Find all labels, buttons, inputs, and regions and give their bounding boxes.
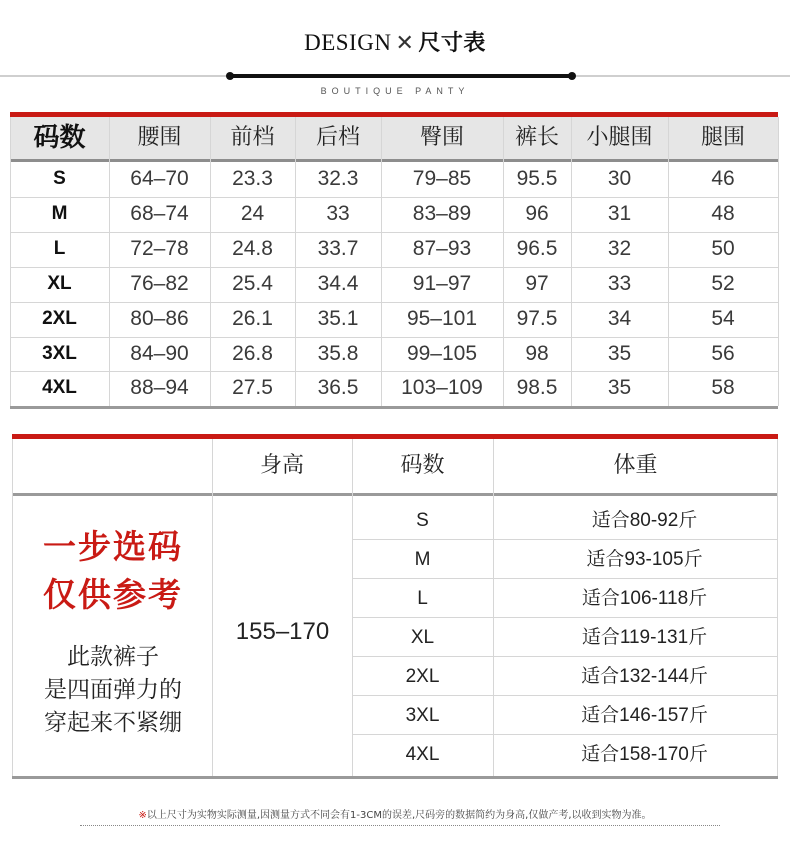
title-english: DESIGN [304, 30, 392, 55]
fit-header-height: 身高 [259, 453, 304, 478]
title-separator: ✕ [395, 31, 415, 56]
size-label: 4XL [42, 377, 77, 398]
measurement-cell: 96 [525, 202, 549, 225]
fit-header-size: 码数 [400, 453, 445, 478]
measurement-cell: 68–74 [130, 202, 189, 225]
fit-size-cell: M [414, 549, 431, 570]
measurement-cell: 34.4 [317, 272, 359, 295]
fit-size-cell: 3XL [405, 705, 440, 726]
measurement-cell: 33.7 [317, 237, 359, 260]
measurement-cell: 23.3 [232, 167, 273, 190]
size-label: 3XL [42, 343, 77, 364]
measurement-cell: 35.8 [317, 342, 359, 365]
measurement-cell: 33 [326, 202, 350, 225]
size-table-header-cell: 后档 [315, 125, 360, 150]
measurement-cell: 76–82 [130, 272, 189, 295]
measurement-cell: 52 [711, 272, 735, 295]
fit-table-header-line [12, 493, 778, 496]
fit-weight-cell: 适合119-131斤 [581, 627, 708, 648]
measurement-cell: 50 [711, 237, 735, 260]
fabric-note-line: 是四面弹力的 [44, 677, 182, 703]
measurement-cell: 99–105 [406, 342, 478, 365]
fit-weight-cell: 适合93-105斤 [586, 549, 703, 570]
measurement-cell: 87–93 [412, 237, 472, 260]
measurement-cell: 24.8 [232, 237, 273, 260]
measurement-cell: 56 [711, 342, 735, 365]
footnote-text: 以上尺寸为实物实际测量,因测量方式不同会有1-3CM的误差,尺码旁的数据简约为身高,仅做产考,以收到实物为准。 [146, 810, 652, 821]
measurement-cell: 35 [607, 342, 632, 365]
measurement-cell: 33 [607, 272, 632, 295]
measurement-cell: 80–86 [130, 307, 189, 330]
page-title [0, 26, 790, 57]
fit-header-weight: 体重 [613, 453, 658, 478]
fit-size-cell: L [417, 588, 428, 609]
fit-weight-cell: 适合80-92斤 [591, 510, 698, 531]
measurement-cell: 36.5 [317, 376, 359, 399]
divider-dot-left [226, 72, 234, 80]
fit-table-left-border [12, 439, 13, 776]
divider-dot-right [568, 72, 576, 80]
measurement-cell: 96.5 [516, 237, 558, 260]
fit-size-cell: S [416, 510, 429, 531]
measurement-cell: 26.1 [232, 307, 273, 330]
title-chinese: 尺寸表 [418, 31, 486, 56]
fit-weight-cell: 适合132-144斤 [581, 666, 708, 687]
size-label: 2XL [42, 308, 77, 329]
measurement-cell: 25.4 [232, 272, 273, 295]
measurement-cell: 30 [607, 167, 632, 190]
measurement-cell: 97 [525, 272, 549, 295]
size-table-header-cell: 腰围 [137, 125, 182, 150]
measurement-cell: 26.8 [232, 342, 273, 365]
measurement-cell: 27.5 [232, 376, 273, 399]
header-divider-accent [229, 74, 573, 78]
measurement-cell: 35.1 [317, 307, 359, 330]
fit-size-cell: 2XL [405, 666, 440, 687]
measurement-cell: 34 [607, 307, 632, 330]
measurement-cell: 72–78 [130, 237, 189, 260]
measurement-cell: 31 [607, 202, 632, 225]
measurement-cell: 95–101 [406, 307, 478, 330]
measurement-cell: 32.3 [317, 167, 359, 190]
size-table-header-cell: 裤长 [514, 125, 559, 150]
fabric-note-line: 此款裤子 [67, 644, 159, 670]
measurement-cell: 84–90 [130, 342, 189, 365]
fit-weight-cell: 适合158-170斤 [581, 744, 708, 765]
size-table-bottom-line [10, 406, 778, 409]
measurement-cell: 91–97 [412, 272, 472, 295]
measurement-cell: 98.5 [516, 376, 558, 399]
footnote [0, 806, 790, 821]
size-guide-highlight [14, 523, 212, 619]
measurement-cell: 97.5 [516, 307, 558, 330]
measurement-cell: 24 [240, 202, 265, 225]
footnote-asterisk: ※ [138, 810, 147, 821]
size-table-header-cell: 腿围 [700, 125, 745, 150]
measurement-cell: 32 [607, 237, 632, 260]
fit-size-cell: XL [410, 627, 435, 648]
page-subtitle: BOUTIQUE PANTY [320, 86, 470, 96]
highlight-line: 仅供参考 [43, 575, 183, 614]
measurement-cell: 103–109 [401, 376, 483, 399]
measurement-cell: 58 [711, 376, 735, 399]
measurement-cell: 98 [525, 342, 549, 365]
measurement-cell: 46 [711, 167, 735, 190]
size-label: S [53, 168, 66, 189]
measurement-cell: 79–85 [412, 167, 472, 190]
fit-size-cell: 4XL [405, 744, 440, 765]
measurement-cell: 35 [607, 376, 632, 399]
size-table-header-cell: 前档 [230, 125, 275, 150]
measurement-cell: 48 [711, 202, 735, 225]
measurement-cell: 64–70 [130, 167, 189, 190]
size-table-header-cell: 臀围 [419, 125, 464, 150]
size-label: M [51, 203, 68, 224]
size-table-header-cell: 码数 [33, 123, 86, 153]
measurement-cell: 54 [711, 307, 735, 330]
fabric-note [14, 641, 212, 740]
height-range: 155–170 [235, 618, 330, 645]
highlight-line: 一步选码 [43, 527, 183, 566]
size-table-header-cell: 小腿围 [586, 125, 653, 150]
fit-table-bottom-line [12, 776, 778, 779]
measurement-cell: 95.5 [516, 167, 558, 190]
fit-weight-cell: 适合106-118斤 [581, 588, 708, 609]
footnote-divider [80, 825, 720, 826]
size-table-col-divider [778, 117, 779, 406]
measurement-cell: 88–94 [130, 376, 189, 399]
size-label: L [53, 238, 66, 259]
fabric-note-line: 穿起来不紧绷 [44, 710, 182, 736]
size-label: XL [47, 273, 72, 294]
fit-weight-cell: 适合146-157斤 [581, 705, 708, 726]
measurement-cell: 83–89 [412, 202, 472, 225]
